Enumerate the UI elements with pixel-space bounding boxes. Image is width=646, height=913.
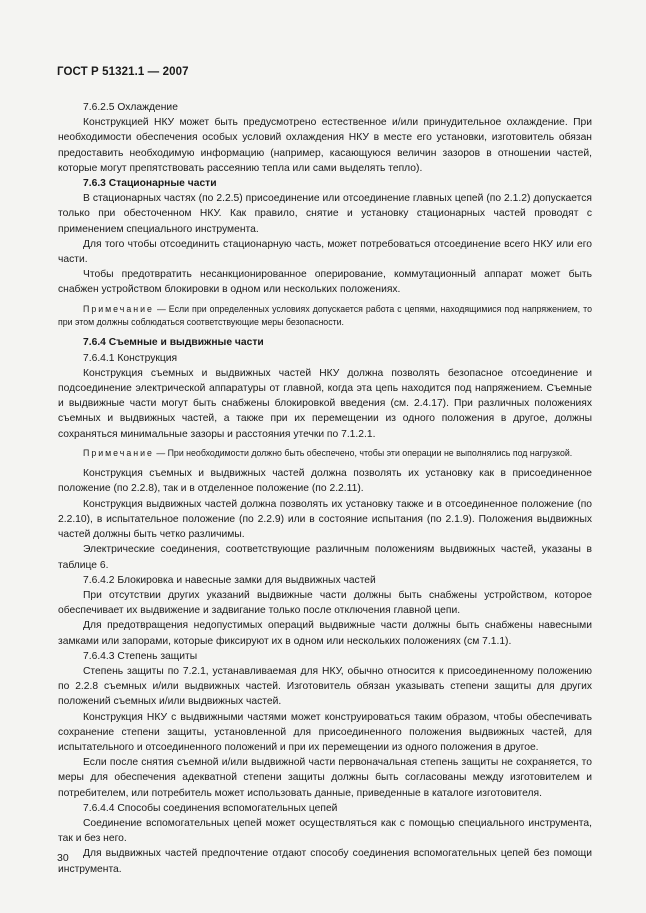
note-label: Примечание bbox=[83, 303, 154, 314]
page-number: 30 bbox=[57, 852, 69, 864]
body-paragraph: Конструкцией НКУ может быть предусмотрено естественное и/или принудительное охлаждение. При необходимости обеспечения особых условий охлаждения НКУ в месте его установки, изготовитель обязан предоставить необходимую информацию (например, касающуюся величин зазоров в отношении частей, которые могут препятствовать рассеянию тепла или сами выделять тепло). bbox=[58, 117, 592, 174]
note-paragraph bbox=[58, 447, 592, 460]
body-paragraph: Для выдвижных частей предпочтение отдают способу соединения вспомогательных цепей без помощи инструмента. bbox=[58, 848, 592, 875]
subsection-heading: 7.6.2.5 Охлаждение bbox=[83, 102, 178, 113]
section-heading: 7.6.3 Стационарные части bbox=[83, 178, 217, 190]
body-paragraph: Конструкция выдвижных частей должна позволять их установку также и в отсоединенное положение (по 2.2.10), в испытательное положение (по 2.2.9) или в состояние испытания (по 2.1.9). Положения выдвижных частей должны быть четко различимы. bbox=[58, 498, 592, 541]
note-text: — При необходимости должно быть обеспечено, чтобы эти операции не выполнялись под нагрузкой. bbox=[153, 447, 573, 458]
body-paragraph: Если после снятия съемной и/или выдвижной части первоначальная степень защиты не сохраняется, то меры для обеспечения адекватной степени защиты должны быть согласованы между изготовителем и потребителем, или потребитель может использовать данные, приведенные в каталоге изготовителя. bbox=[58, 757, 592, 799]
subsection-heading: 7.6.4.1 Конструкция bbox=[83, 352, 178, 364]
body-paragraph: При отсутствии других указаний выдвижные части должны быть снабжены устройством, которое обеспечивает их выдвижение и задвигание только после отключения главной цепи. bbox=[58, 589, 592, 617]
document-header: ГОСТ Р 51321.1 — 2007 bbox=[57, 66, 189, 78]
body-paragraph: Соединение вспомогательных цепей может осуществляться как с помощью специального инструмента, так и без него. bbox=[58, 817, 592, 845]
body-paragraph: Конструкция съемных и выдвижных частей НКУ должна позволять безопасное отсоединение и подсоединение электрической аппаратуры от главной, когда эта цепь находится под напряжением. Съемные и выдвижные части могут быть снабжены блокировкой введения (см. 2.4.17). При различных положениях съемных и выдвижных частей, а также при их перемещении из одного положения в другое, должны сохраняться минимальные зазоры и расстояния утечки по 7.1.2.1. bbox=[58, 367, 592, 440]
body-paragraph: Чтобы предотвратить несанкционированное оперирование, коммутационный аппарат может быть снабжен устройством блокировки в одном или нескольких положениях. bbox=[58, 269, 592, 296]
body-paragraph: Конструкция съемных и выдвижных частей должна позволять их установку как в присоединенное положение (по 2.2.8), так и в отделенное положение (по 2.2.11). bbox=[58, 468, 592, 495]
document-body bbox=[58, 100, 592, 877]
body-paragraph: В стационарных частях (по 2.2.5) присоединение или отсоединение главных цепей (по 2.1.2) допускается только при обесточенном НКУ. Как правило, снятие и установку стационарных частей проводят с применением специального инструмента. bbox=[58, 193, 592, 235]
subsection-heading: 7.6.4.2 Блокировка и навесные замки для выдвижных частей bbox=[83, 574, 376, 586]
body-paragraph: Для предотвращения недопустимых операций выдвижные части должны быть снабжены навесными замками или запорами, которые фиксируют их в одном или нескольких положениях (см 7.1.1). bbox=[58, 620, 592, 647]
body-paragraph: Электрические соединения, соответствующие различным положениям выдвижных частей, указаны в таблице 6. bbox=[58, 544, 592, 571]
note-paragraph bbox=[58, 303, 592, 330]
body-paragraph: Конструкция НКУ с выдвижными частями может конструироваться таким образом, чтобы обеспечивать сохранение степени защиты, установленной для присоединенного положения выдвижных частей, для испытательного и отсоединенного положений и при их перемещении из одного положения в другое. bbox=[58, 711, 592, 753]
body-paragraph: Для того чтобы отсоединить стационарную часть, может потребоваться отсоединение всего НКУ или его части. bbox=[58, 238, 592, 266]
section-heading: 7.6.4 Съемные и выдвижные части bbox=[83, 337, 264, 349]
subsection-heading: 7.6.4.3 Степень защиты bbox=[83, 650, 198, 662]
note-label: Примечание bbox=[83, 447, 154, 458]
body-paragraph: Степень защиты по 7.2.1, устанавливаемая для НКУ, обычно относится к присоединенному положению по 2.2.8 съемных и/или выдвижных частей. Изготовитель обязан указывать степени защиты для других положений съемных и/или выдвижных частей. bbox=[58, 665, 592, 708]
note-text: — Если при определенных условиях допускается работа с цепями, находящимися под напряжением, то при этом должны соблюдаться соответствующие меры безопасности. bbox=[58, 303, 592, 328]
subsection-heading: 7.6.4.4 Способы соединения вспомогательных цепей bbox=[83, 802, 338, 814]
